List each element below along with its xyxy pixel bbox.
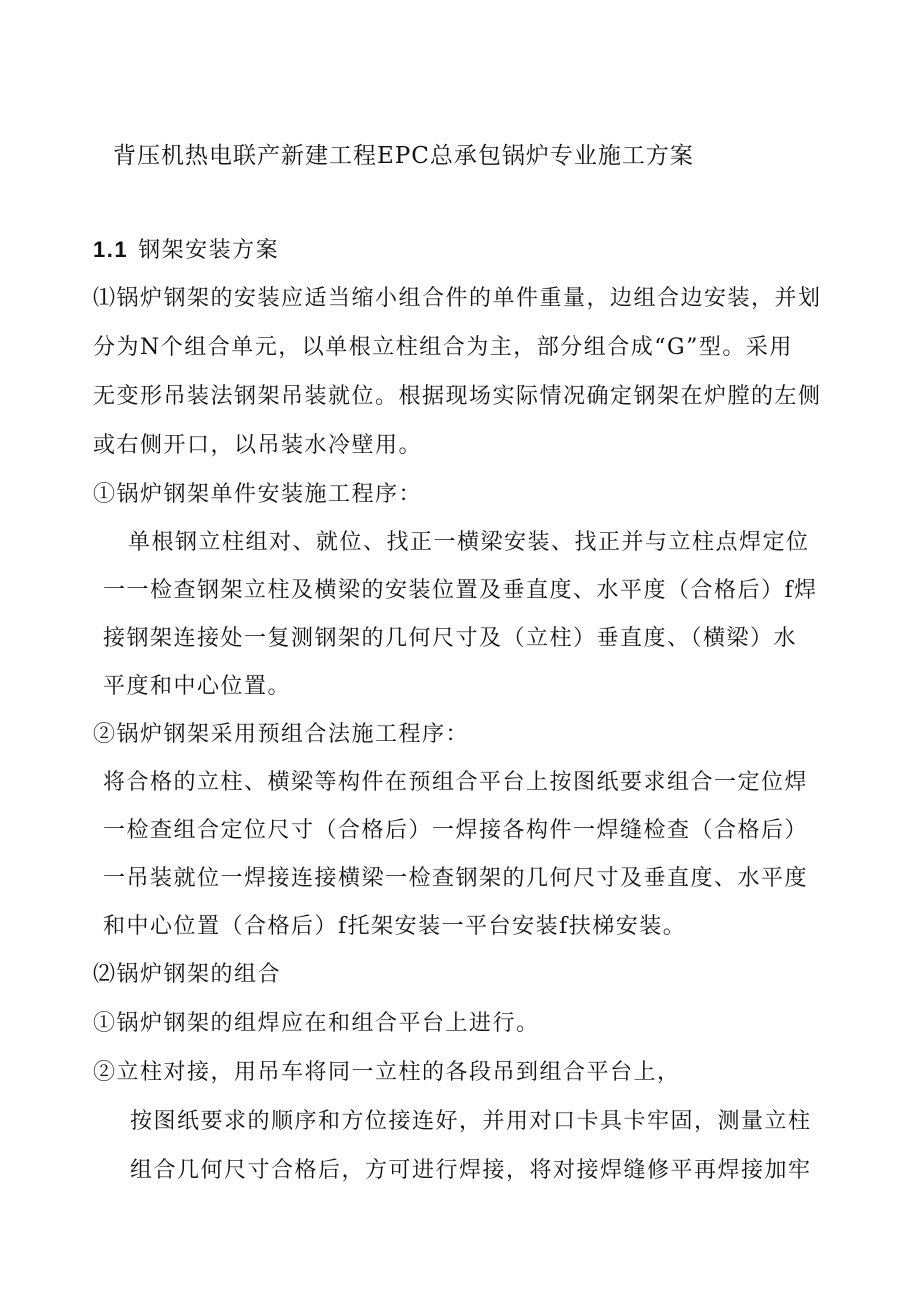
paragraph-line: 将合格的立柱、横梁等构件在预组合平台上按图纸要求组合一定位焊	[103, 770, 809, 795]
paragraph-line: 一吊装就位一焊接连接横梁一检查钢架的几何尺寸及垂直度、水平度	[103, 866, 809, 891]
paragraph-line: 或右侧开口，以吊装水冷壁用。	[93, 433, 423, 458]
paragraph-line: 一检查组合定位尺寸（合格后）一焊接各构件一焊缝检查（合格后）	[103, 818, 809, 843]
section-number: 1.1	[93, 237, 129, 262]
paragraph-line: 接钢架连接处一复测钢架的几何尺寸及（立柱）垂直度、（横梁）水	[103, 626, 798, 651]
paragraph-line: ⑵锅炉钢架的组合	[93, 962, 282, 987]
document-title: 背压机热电联产新建工程EPC总承包锅炉专业施工方案	[113, 143, 694, 169]
paragraph-line: ⑴锅炉钢架的安装应适当缩小组合件的单件重量，边组合边安装，并划	[93, 286, 822, 311]
paragraph-line: 无变形吊装法钢架吊装就位。根据现场实际情况确定钢架在炉膛的左侧	[93, 384, 822, 409]
paragraph-line: 一一检查钢架立柱及横梁的安装位置及垂直度、水平度（合格后）f焊	[103, 578, 818, 603]
paragraph-line: 和中心位置（合格后）f托架安装一平台安装f扶梯安装。	[103, 914, 687, 939]
paragraph-line: 单根钢立柱组对、就位、找正一横梁安装、找正并与立柱点焊定位	[128, 530, 810, 555]
paragraph-line: 按图纸要求的顺序和方位接连好，并用对口卡具卡牢固，测量立柱	[130, 1109, 812, 1134]
paragraph-line: 平度和中心位置。	[103, 674, 292, 699]
paragraph-line: ①锅炉钢架单件安装施工程序：	[93, 482, 423, 507]
section-title: 钢架安装方案	[138, 238, 280, 263]
section-heading	[93, 235, 279, 266]
paragraph-line: 组合几何尺寸合格后，方可进行焊接，将对接焊缝修平再焊接加牢	[130, 1158, 812, 1183]
paragraph-line: 分为N个组合单元，以单根立柱组合为主，部分组合成“G”型。采用	[93, 335, 793, 360]
paragraph-line: ②立柱对接，用吊车将同一立柱的各段吊到组合平台上，	[93, 1060, 681, 1085]
paragraph-line: ①锅炉钢架的组焊应在和组合平台上进行。	[93, 1011, 540, 1036]
paragraph-line: ②锅炉钢架采用预组合法施工程序：	[93, 722, 470, 747]
